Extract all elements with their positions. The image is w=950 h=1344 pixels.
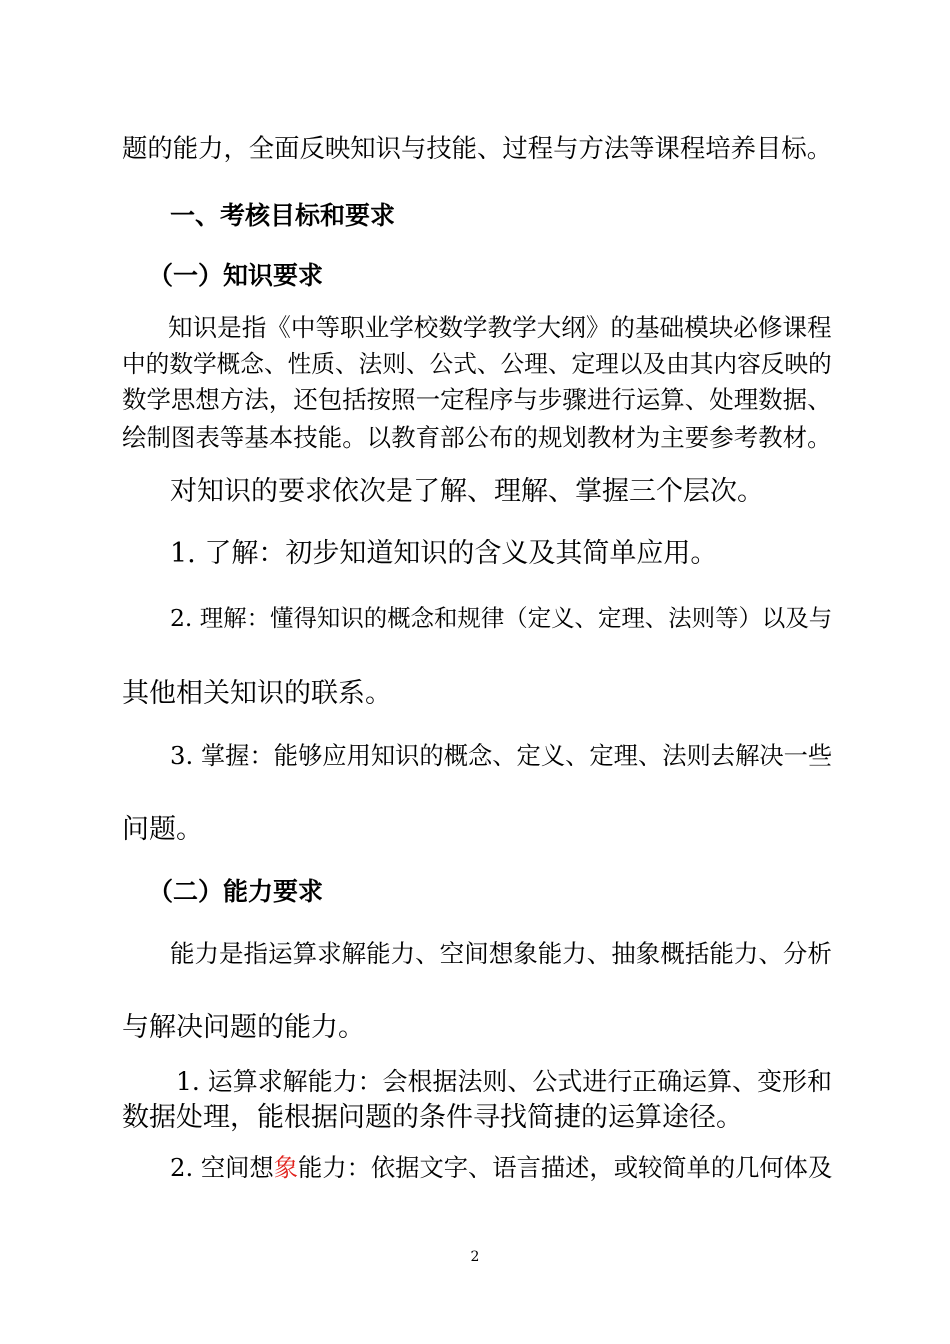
highlighted-character: 象: [273, 1153, 299, 1182]
subsection-heading: （二）能力要求: [148, 877, 324, 906]
paragraph-line: 知识是指《中等职业学校数学教学大纲》的基础模块必修课程: [168, 313, 832, 342]
list-item-text: 2. 空间想: [170, 1153, 274, 1182]
list-item: [170, 1150, 832, 1186]
paragraph-line: 题的能力，全面反映知识与技能、过程与方法等课程培养目标。: [122, 133, 833, 163]
page-number: 2: [470, 1249, 480, 1265]
paragraph-line: 对知识的要求依次是了解、理解、掌握三个层次。: [170, 476, 764, 507]
paragraph-line: 与解决问题的能力。: [122, 1012, 365, 1043]
subsection-heading: （一）知识要求: [148, 261, 324, 290]
list-item-text: 能力：依据文字、语言描述，或较简单的几何体及: [298, 1153, 833, 1182]
list-item-continuation: 数据处理，能根据问题的条件寻找简捷的运算途径。: [122, 1102, 743, 1133]
section-heading: 一、考核目标和要求: [170, 201, 396, 230]
list-item-continuation: 其他相关知识的联系。: [122, 678, 392, 709]
list-item: 3. 掌握：能够应用知识的概念、定义、定理、法则去解决一些: [170, 741, 833, 770]
paragraph-line: 数学思想方法，还包括按照一定程序与步骤进行运算、处理数据、: [122, 385, 832, 414]
list-item-continuation: 问题。: [122, 814, 203, 845]
paragraph-line: 能力是指运算求解能力、空间想象能力、抽象概括能力、分析: [170, 939, 832, 968]
list-item: 1. 运算求解能力：会根据法则、公式进行正确运算、变形和: [176, 1067, 832, 1096]
list-item: 1. 了解：初步知道知识的含义及其简单应用。: [170, 538, 718, 569]
list-item: 2. 理解：懂得知识的概念和规律（定义、定理、法则等）以及与: [170, 604, 833, 632]
paragraph-line: 绘制图表等基本技能。以教育部公布的规划教材为主要参考教材。: [122, 423, 832, 452]
paragraph-line: 中的数学概念、性质、法则、公式、公理、定理以及由其内容反映的: [122, 350, 832, 378]
